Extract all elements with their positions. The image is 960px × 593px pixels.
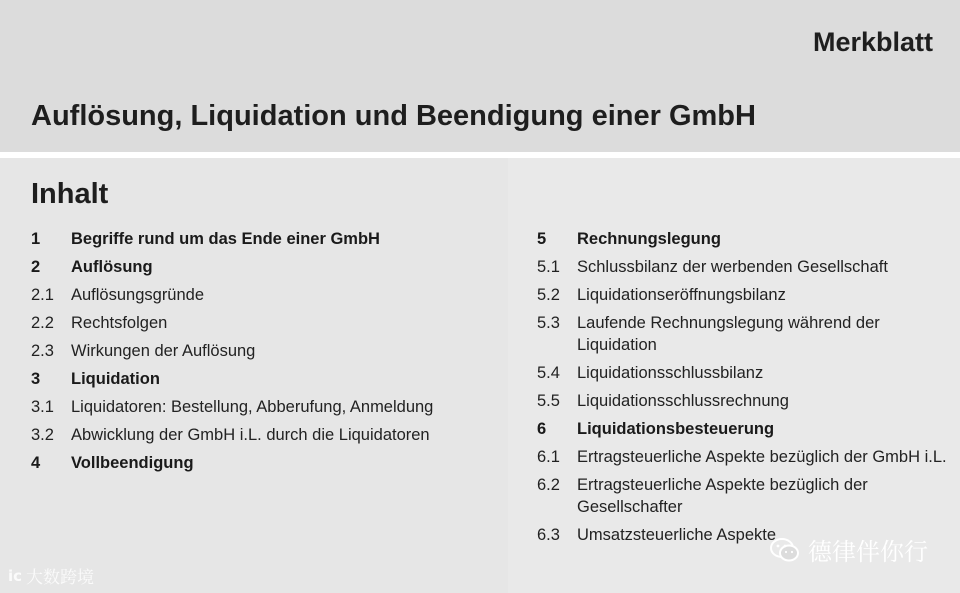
- toc-entry: [31, 368, 481, 390]
- toc-entry-number: 3: [31, 370, 41, 388]
- toc-entry: [537, 390, 947, 412]
- toc-entry: [31, 312, 481, 334]
- toc-entry: [537, 418, 947, 440]
- toc-entry-number: 5.3: [537, 314, 560, 332]
- toc-entry-number: 2.3: [31, 342, 54, 360]
- contents-heading: Inhalt: [31, 178, 109, 210]
- toc-entry-title: Auflösung: [71, 258, 153, 276]
- toc-entry-title: Rechnungslegung: [577, 230, 721, 248]
- toc-entry: [537, 284, 947, 306]
- toc-entry-title: Rechtsfolgen: [71, 314, 168, 332]
- watermark-left-text: 大数跨境: [26, 568, 95, 588]
- toc-entry: [31, 228, 481, 250]
- toc-entry-title: Liquidation: [71, 370, 160, 388]
- toc-entry-title: Vollbeendigung: [71, 454, 194, 472]
- toc-entry-title: Ertragsteuerliche Aspekte bezüglich der GmbH i.L.: [577, 448, 947, 466]
- toc-entry-title: Begriffe rund um das Ende einer GmbH: [71, 230, 380, 248]
- toc-entry-number: 2: [31, 258, 41, 276]
- toc-entry-title: Ertragsteuerliche Aspekte bezüglich der Gesellschafter: [577, 476, 868, 516]
- toc-entry-title: Schlussbilanz der werbenden Gesellschaft: [577, 258, 888, 276]
- toc-entry-number: 5: [537, 230, 547, 248]
- toc-entry: [537, 446, 947, 468]
- watermark-right-text: 德律伴你行: [808, 538, 928, 566]
- document-type-label: Merkblatt: [812, 27, 933, 57]
- watermark-left: [8, 563, 94, 588]
- toc-entry-number: 3.1: [31, 398, 54, 416]
- toc-entry-title: Liquidatoren: Bestellung, Abberufung, Anmeldung: [71, 398, 434, 416]
- toc-entry-title: Liquidationseröffnungsbilanz: [577, 286, 786, 304]
- toc-entry-number: 5.2: [537, 286, 560, 304]
- toc-entry: [31, 284, 481, 306]
- toc-entry-title: Abwicklung der GmbH i.L. durch die Liquidatoren: [71, 426, 430, 444]
- toc-entry-number: 4: [31, 454, 41, 472]
- toc-entry: [537, 362, 947, 384]
- toc-entry-title: Umsatzsteuerliche Aspekte: [577, 526, 777, 544]
- toc-entry-title: Liquidationsbesteuerung: [577, 420, 775, 438]
- toc-entry-title: Wirkungen der Auflösung: [71, 342, 256, 360]
- toc-entry-number: 6: [537, 420, 547, 438]
- toc-entry: [537, 228, 947, 250]
- document-title: Auflösung, Liquidation und Beendigung einer GmbH: [31, 100, 756, 132]
- toc-entry: [537, 312, 947, 356]
- wechat-icon: [770, 537, 800, 563]
- toc-entry: [31, 424, 481, 446]
- toc-entry: [537, 474, 947, 518]
- toc-entry-number: 6.1: [537, 448, 560, 466]
- toc-entry-title: Auflösungsgründe: [71, 286, 205, 304]
- toc-entry-number: 3.2: [31, 426, 54, 444]
- watermark-logo-icon: ic: [8, 566, 23, 585]
- toc-entry: [31, 340, 481, 362]
- toc-entry-number: 6.3: [537, 526, 560, 544]
- toc-right-column: [537, 228, 947, 552]
- toc-entry-title: Liquidationsschlussrechnung: [577, 392, 789, 410]
- toc-entry-number: 6.2: [537, 476, 560, 494]
- toc-entry-number: 2.1: [31, 286, 54, 304]
- toc-entry: [31, 256, 481, 278]
- toc-entry: [31, 396, 481, 418]
- toc-entry-title: Liquidationsschlussbilanz: [577, 364, 764, 382]
- toc-entry-number: 1: [31, 230, 41, 248]
- toc-entry-number: 5.5: [537, 392, 560, 410]
- toc-entry-number: 5.4: [537, 364, 560, 382]
- watermark-right: [770, 532, 928, 567]
- toc-entry-number: 5.1: [537, 258, 560, 276]
- toc-entry: [31, 452, 481, 474]
- toc-entry-title: Laufende Rechnungslegung während der Liquidation: [577, 314, 880, 354]
- toc-entry-number: 2.2: [31, 314, 54, 332]
- toc-entry: [537, 256, 947, 278]
- toc-left-column: [31, 228, 481, 480]
